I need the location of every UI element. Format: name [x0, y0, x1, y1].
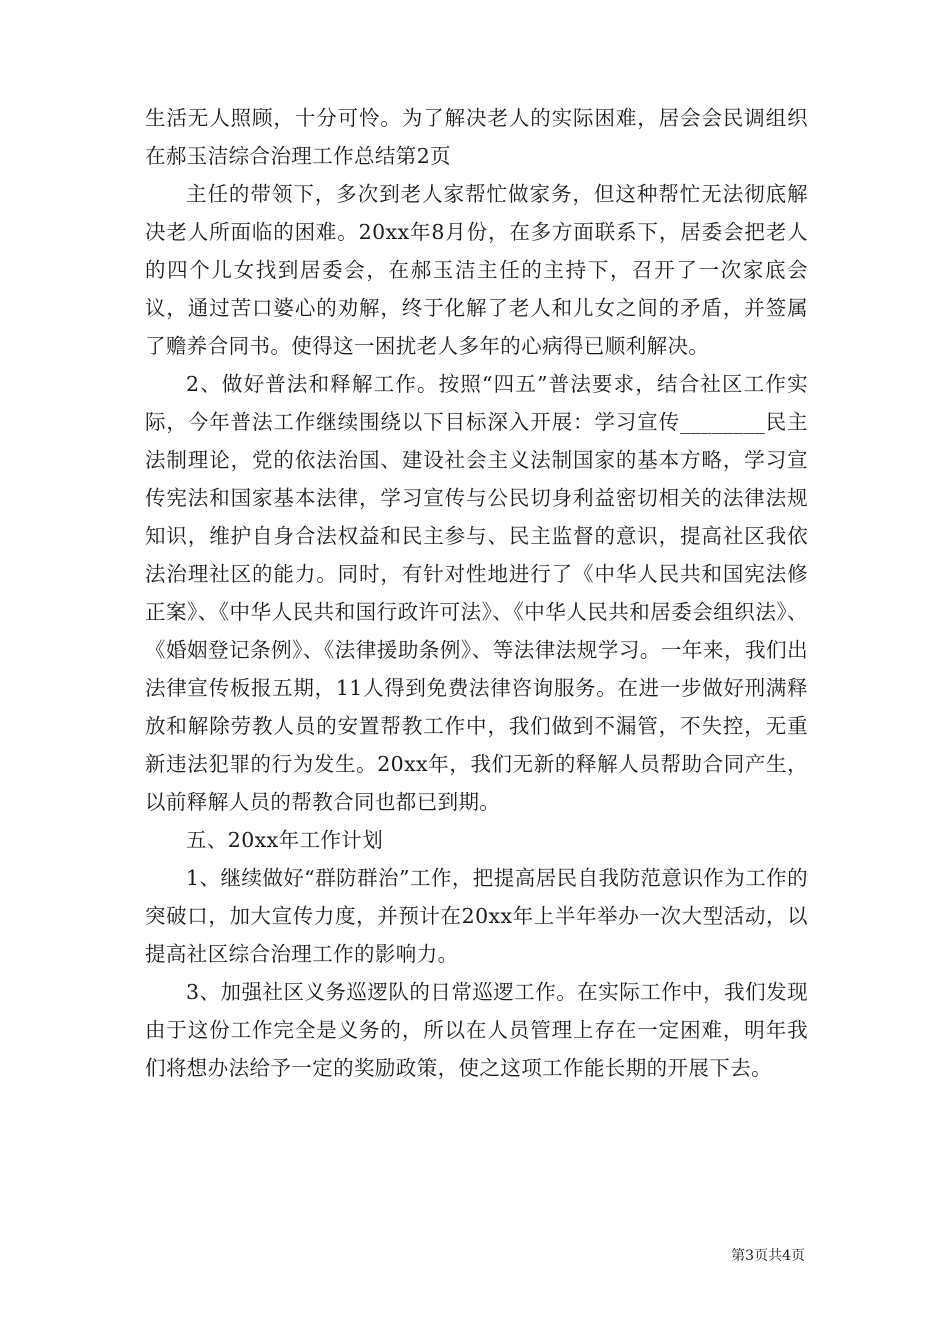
- paragraph-5: 1、继续做好“群防群治”工作，把提高居民自我防范意识作为工作的突破口，加大宣传力度，并预计在20xx年上半年举办一次大型活动，以提高社区综合治理工作的影响力。: [145, 866, 808, 966]
- paragraph-6: 3、加强社区义务巡逻队的日常巡逻工作。在实际工作中，我们发现由于这份工作完全是义务的，所以在人员管理上存在一定困难，明年我们将想办法给予一定的奖励政策，使之这项工作能长期的开展下去。: [145, 980, 808, 1080]
- paragraph-1: 生活无人照顾，十分可怜。为了解决老人的实际困难，居会会民调组织在郝玉洁综合治理工作总结第2页: [145, 106, 808, 168]
- paragraph-2: 主任的带领下，多次到老人家帮忙做家务，但这种帮忙无法彻底解决老人所面临的困难。20xx年8月份，在多方面联系下，居委会把老人的四个儿女找到居委会，在郝玉洁主任的主持下，召开了一次家底会议，通过苦口婆心的劝解，终于化解了老人和儿女之间的矛盾，并签属了赡养合同书。使得这一困扰老人多年的心病得已顺利解决。: [145, 182, 808, 358]
- paragraph-3: 2、做好普法和释解工作。按照“四五”普法要求，结合社区工作实际，今年普法工作继续围绕以下目标深入开展：学习宣传________民主法制理论，党的依法治国、建设社会主义法制国家的基本方略，学习宣传宪法和国家基本法律，学习宣传与公民切身利益密切相关的法律法规知识，维护自身合法权益和民主参与、民主监督的意识，提高社区我依法治理社区的能力。同时，有针对性地进行了《中华人民共和国宪法修正案》、《中华人民共和国行政许可法》、《中华人民共和居委会组织法》、《婚姻登记条例》、《法律援助条例》、等法律法规学习。一年来，我们出法律宣传板报五期，11人得到免费法律咨询服务。在进一步做好刑满释放和解除劳教人员的安置帮教工作中，我们做到不漏管，不失控，无重新违法犯罪的行为发生。20xx年，我们无新的释解人员帮助合同产生，以前释解人员的帮教合同也都已到期。: [145, 372, 808, 814]
- section-heading-work-plan: 五、20xx年工作计划: [186, 828, 384, 852]
- document-body: [145, 99, 808, 1087]
- page-number-footer: 第3页共4页: [731, 1248, 805, 1264]
